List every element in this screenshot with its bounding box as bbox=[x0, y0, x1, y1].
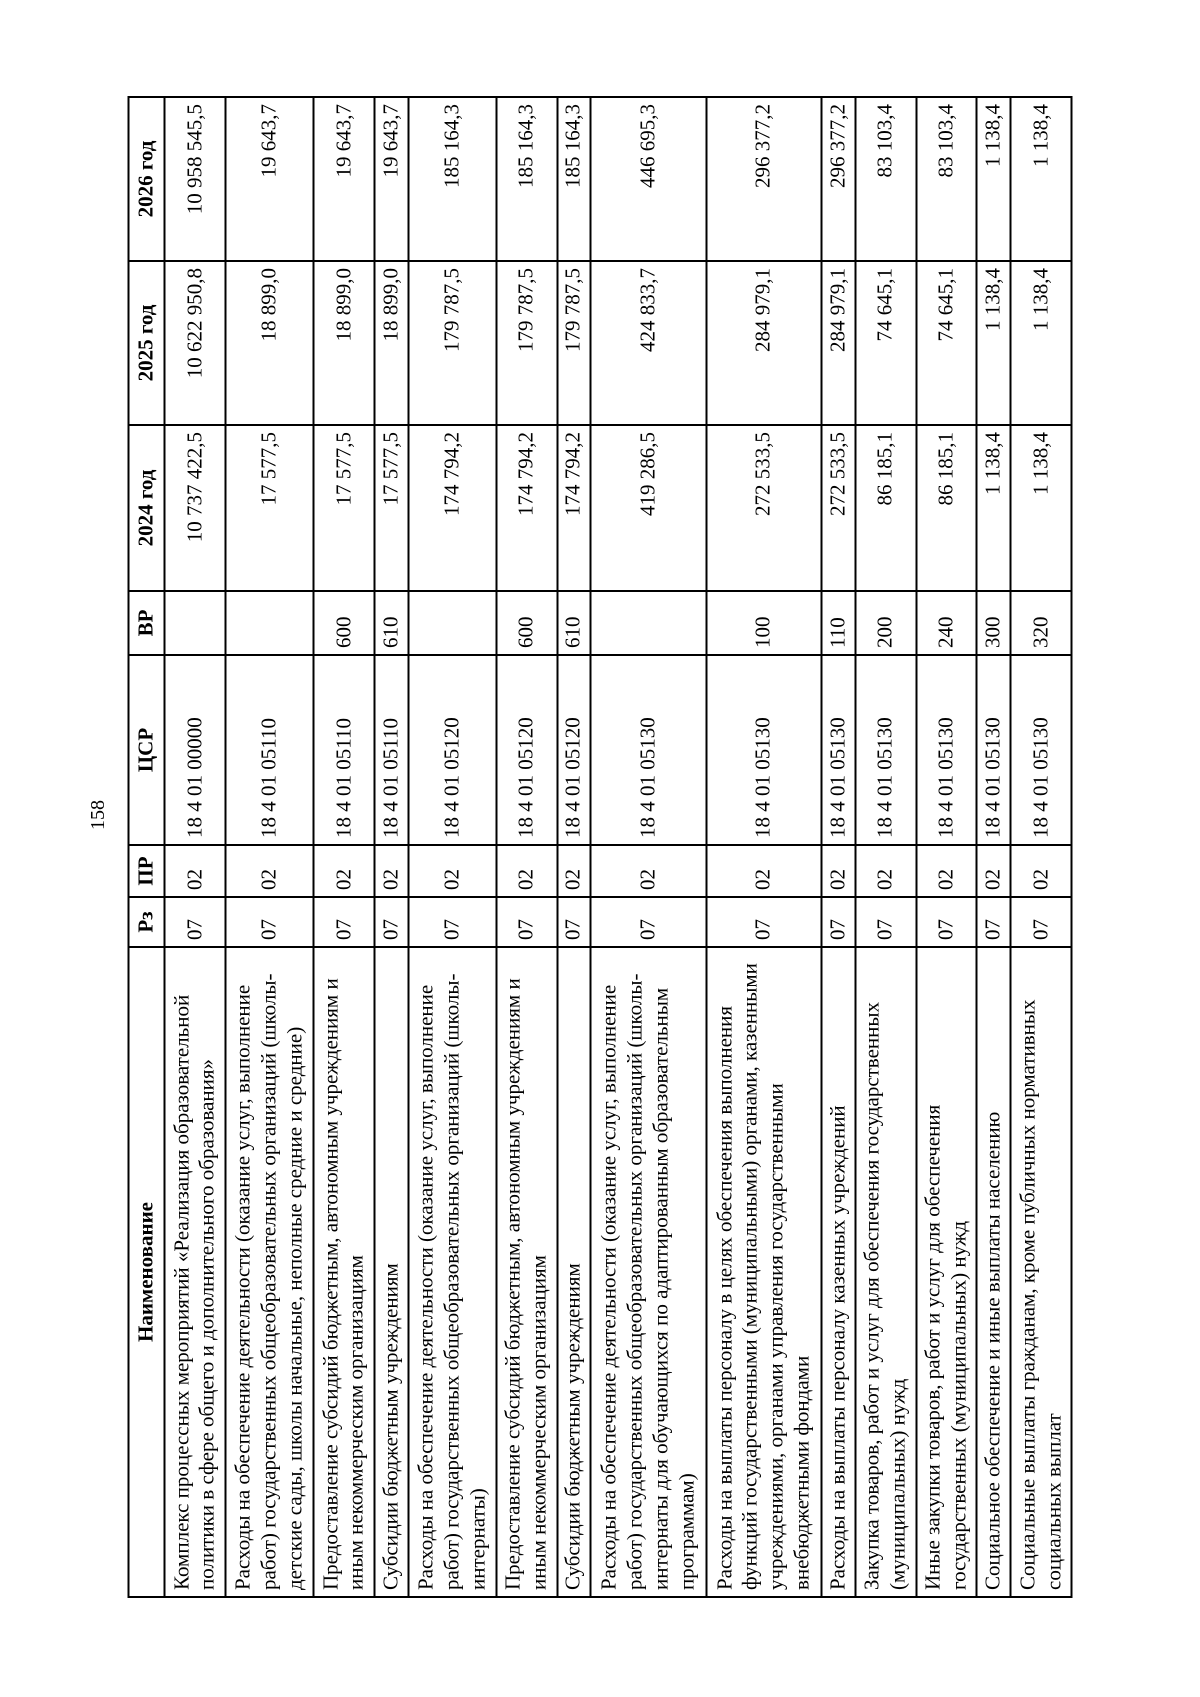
cell-pr: 02 bbox=[557, 845, 591, 897]
header-2026: 2026 год bbox=[129, 97, 165, 261]
cell-pr: 02 bbox=[496, 845, 557, 897]
cell-rz: 07 bbox=[496, 897, 557, 947]
cell-2026: 296 377,2 bbox=[822, 97, 856, 261]
cell-2025: 179 787,5 bbox=[496, 261, 557, 425]
cell-2025: 10 622 950,8 bbox=[165, 261, 226, 425]
cell-2026: 19 643,7 bbox=[374, 97, 408, 261]
cell-csr: 18 4 01 05130 bbox=[1011, 655, 1072, 845]
cell-pr: 02 bbox=[855, 845, 916, 897]
cell-rz: 07 bbox=[408, 897, 496, 947]
cell-pr: 02 bbox=[374, 845, 408, 897]
cell-2025: 1 138,4 bbox=[1011, 261, 1072, 425]
table-row bbox=[977, 97, 1011, 1597]
header-pr: ПР bbox=[129, 845, 165, 897]
cell-csr: 18 4 01 00000 bbox=[165, 655, 226, 845]
cell-2026: 83 103,4 bbox=[916, 97, 977, 261]
cell-2026: 185 164,3 bbox=[557, 97, 591, 261]
cell-name: Комплекс процессных мероприятий «Реализация образовательной политики в сфере общего и дополнительного образования» bbox=[165, 947, 226, 1597]
cell-2025: 74 645,1 bbox=[855, 261, 916, 425]
cell-2024: 10 737 422,5 bbox=[165, 425, 226, 591]
cell-name: Субсидии бюджетным учреждениям bbox=[374, 947, 408, 1597]
cell-2024: 174 794,2 bbox=[496, 425, 557, 591]
cell-2024: 174 794,2 bbox=[408, 425, 496, 591]
cell-rz: 07 bbox=[916, 897, 977, 947]
cell-name: Социальные выплаты гражданам, кроме публичных нормативных социальных выплат bbox=[1011, 947, 1072, 1597]
cell-vr: 600 bbox=[314, 591, 375, 655]
cell-vr bbox=[591, 591, 706, 655]
table-row bbox=[314, 97, 375, 1597]
cell-2026: 1 138,4 bbox=[977, 97, 1011, 261]
cell-vr: 100 bbox=[706, 591, 821, 655]
cell-vr: 300 bbox=[977, 591, 1011, 655]
cell-2025: 74 645,1 bbox=[916, 261, 977, 425]
cell-name: Расходы на обеспечение деятельности (оказание услуг, выполнение работ) государственных общеобразовательных организаций (школы-детские сады, школы начальные, неполные средние и средние) bbox=[225, 947, 313, 1597]
cell-rz: 07 bbox=[557, 897, 591, 947]
table-row bbox=[374, 97, 408, 1597]
table-row bbox=[916, 97, 977, 1597]
header-rz: Рз bbox=[129, 897, 165, 947]
table-row bbox=[165, 97, 226, 1597]
header-csr: ЦСР bbox=[129, 655, 165, 845]
cell-vr: 600 bbox=[496, 591, 557, 655]
cell-2025: 18 899,0 bbox=[374, 261, 408, 425]
cell-2024: 86 185,1 bbox=[916, 425, 977, 591]
cell-pr: 02 bbox=[408, 845, 496, 897]
cell-name: Расходы на обеспечение деятельности (оказание услуг, выполнение работ) государственных общеобразовательных организаций (школы-интернаты для обучающихся по адаптированным образовательным программам) bbox=[591, 947, 706, 1597]
cell-rz: 07 bbox=[225, 897, 313, 947]
cell-2026: 446 695,3 bbox=[591, 97, 706, 261]
cell-2024: 272 533,5 bbox=[822, 425, 856, 591]
cell-csr: 18 4 01 05130 bbox=[977, 655, 1011, 845]
cell-vr bbox=[408, 591, 496, 655]
table-row bbox=[822, 97, 856, 1597]
cell-vr: 610 bbox=[374, 591, 408, 655]
table-row bbox=[408, 97, 496, 1597]
table-row bbox=[557, 97, 591, 1597]
table-row bbox=[706, 97, 821, 1597]
cell-pr: 02 bbox=[1011, 845, 1072, 897]
cell-2025: 284 979,1 bbox=[822, 261, 856, 425]
cell-name: Закупка товаров, работ и услуг для обеспечения государственных (муниципальных) нужд bbox=[855, 947, 916, 1597]
cell-2026: 185 164,3 bbox=[496, 97, 557, 261]
cell-csr: 18 4 01 05110 bbox=[225, 655, 313, 845]
cell-2026: 10 958 545,5 bbox=[165, 97, 226, 261]
cell-rz: 07 bbox=[374, 897, 408, 947]
cell-name: Расходы на выплаты персоналу в целях обеспечения выполнения функций государственными (муниципальными) органами, казенными учреждениями, органами управления государственными внебюджетными фондами bbox=[706, 947, 821, 1597]
cell-csr: 18 4 01 05130 bbox=[916, 655, 977, 845]
cell-rz: 07 bbox=[314, 897, 375, 947]
cell-2026: 19 643,7 bbox=[225, 97, 313, 261]
cell-csr: 18 4 01 05110 bbox=[314, 655, 375, 845]
cell-name: Иные закупки товаров, работ и услуг для обеспечения государственных (муниципальных) нужд bbox=[916, 947, 977, 1597]
table-body bbox=[165, 97, 1072, 1597]
cell-vr: 200 bbox=[855, 591, 916, 655]
cell-pr: 02 bbox=[916, 845, 977, 897]
cell-pr: 02 bbox=[822, 845, 856, 897]
cell-vr: 240 bbox=[916, 591, 977, 655]
cell-vr bbox=[165, 591, 226, 655]
cell-vr bbox=[225, 591, 313, 655]
rotated-table-container bbox=[128, 98, 1073, 1598]
cell-csr: 18 4 01 05120 bbox=[557, 655, 591, 845]
table-row bbox=[496, 97, 557, 1597]
cell-pr: 02 bbox=[225, 845, 313, 897]
cell-csr: 18 4 01 05110 bbox=[374, 655, 408, 845]
cell-2025: 179 787,5 bbox=[557, 261, 591, 425]
cell-2025: 18 899,0 bbox=[314, 261, 375, 425]
cell-csr: 18 4 01 05130 bbox=[855, 655, 916, 845]
cell-2024: 17 577,5 bbox=[374, 425, 408, 591]
cell-name: Субсидии бюджетным учреждениям bbox=[557, 947, 591, 1597]
cell-csr: 18 4 01 05120 bbox=[496, 655, 557, 845]
cell-pr: 02 bbox=[977, 845, 1011, 897]
cell-vr: 110 bbox=[822, 591, 856, 655]
cell-vr: 320 bbox=[1011, 591, 1072, 655]
cell-rz: 07 bbox=[855, 897, 916, 947]
cell-name: Социальное обеспечение и иные выплаты населению bbox=[977, 947, 1011, 1597]
header-name: Наименование bbox=[129, 947, 165, 1597]
cell-2026: 296 377,2 bbox=[706, 97, 821, 261]
cell-rz: 07 bbox=[822, 897, 856, 947]
cell-csr: 18 4 01 05130 bbox=[822, 655, 856, 845]
cell-csr: 18 4 01 05130 bbox=[591, 655, 706, 845]
cell-rz: 07 bbox=[1011, 897, 1072, 947]
cell-name: Предоставление субсидий бюджетным, автономным учреждениям и иным некоммерческим организациям bbox=[496, 947, 557, 1597]
cell-2024: 17 577,5 bbox=[225, 425, 313, 591]
cell-csr: 18 4 01 05120 bbox=[408, 655, 496, 845]
cell-2026: 185 164,3 bbox=[408, 97, 496, 261]
table-row bbox=[855, 97, 916, 1597]
cell-name: Расходы на обеспечение деятельности (оказание услуг, выполнение работ) государственных общеобразовательных организаций (школы-интернаты) bbox=[408, 947, 496, 1597]
cell-pr: 02 bbox=[591, 845, 706, 897]
header-2025: 2025 год bbox=[129, 261, 165, 425]
cell-2024: 86 185,1 bbox=[855, 425, 916, 591]
header-vr: ВР bbox=[129, 591, 165, 655]
cell-2024: 174 794,2 bbox=[557, 425, 591, 591]
table-row bbox=[591, 97, 706, 1597]
cell-csr: 18 4 01 05130 bbox=[706, 655, 821, 845]
cell-2025: 1 138,4 bbox=[977, 261, 1011, 425]
cell-2024: 17 577,5 bbox=[314, 425, 375, 591]
budget-table bbox=[128, 96, 1073, 1598]
cell-name: Расходы на выплаты персоналу казенных учреждений bbox=[822, 947, 856, 1597]
cell-2024: 419 286,5 bbox=[591, 425, 706, 591]
cell-rz: 07 bbox=[165, 897, 226, 947]
table-row bbox=[1011, 97, 1072, 1597]
table-header-row bbox=[129, 97, 165, 1597]
cell-2025: 424 833,7 bbox=[591, 261, 706, 425]
cell-rz: 07 bbox=[706, 897, 821, 947]
table-row bbox=[225, 97, 313, 1597]
cell-2025: 179 787,5 bbox=[408, 261, 496, 425]
cell-2024: 1 138,4 bbox=[1011, 425, 1072, 591]
cell-2026: 19 643,7 bbox=[314, 97, 375, 261]
header-2024: 2024 год bbox=[129, 425, 165, 591]
page-number: 158 bbox=[87, 800, 109, 830]
cell-pr: 02 bbox=[706, 845, 821, 897]
cell-2025: 284 979,1 bbox=[706, 261, 821, 425]
cell-pr: 02 bbox=[165, 845, 226, 897]
cell-pr: 02 bbox=[314, 845, 375, 897]
cell-2026: 83 103,4 bbox=[855, 97, 916, 261]
cell-name: Предоставление субсидий бюджетным, автономным учреждениям и иным некоммерческим организациям bbox=[314, 947, 375, 1597]
cell-2025: 18 899,0 bbox=[225, 261, 313, 425]
cell-rz: 07 bbox=[591, 897, 706, 947]
cell-2024: 1 138,4 bbox=[977, 425, 1011, 591]
cell-2024: 272 533,5 bbox=[706, 425, 821, 591]
cell-2026: 1 138,4 bbox=[1011, 97, 1072, 261]
cell-rz: 07 bbox=[977, 897, 1011, 947]
cell-vr: 610 bbox=[557, 591, 591, 655]
